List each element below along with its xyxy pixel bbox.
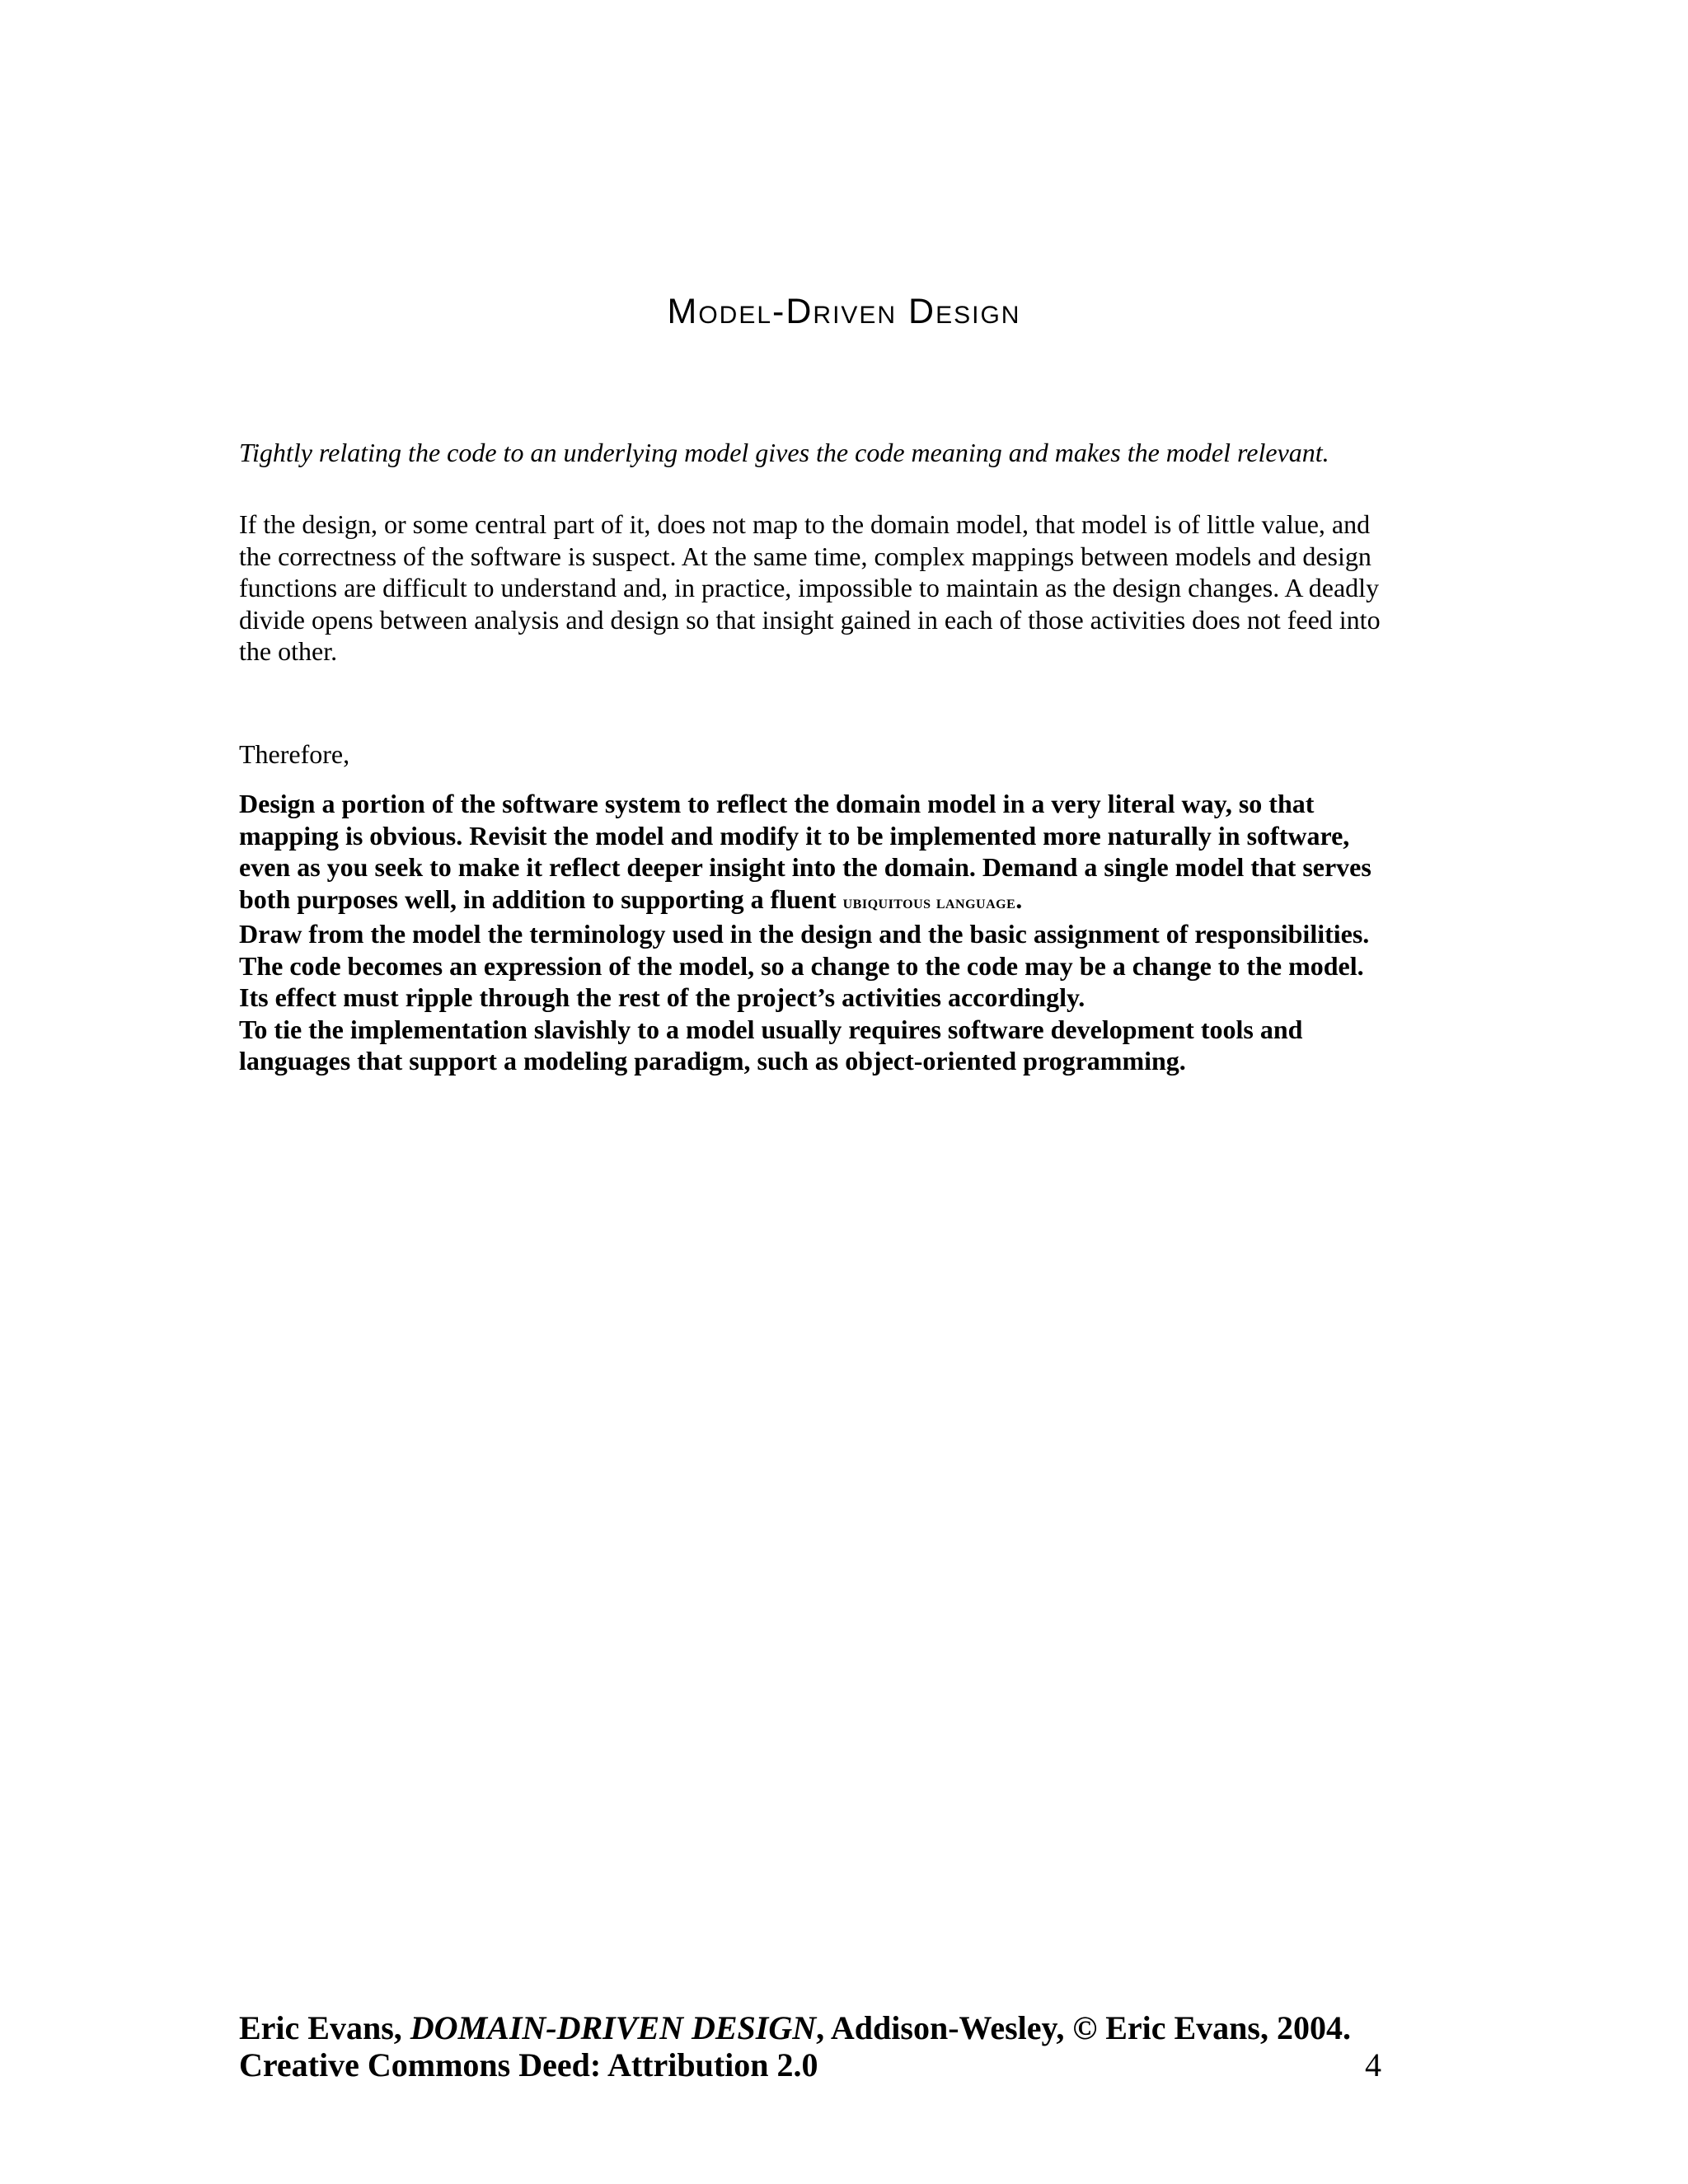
page-title: Model-Driven Design (667, 292, 1021, 331)
solution-block (239, 788, 1393, 1077)
solution-paragraph-1 (239, 788, 1393, 918)
footer-citation (239, 2009, 1393, 2083)
therefore-line: Therefore, (239, 739, 350, 769)
footer-publisher: , Addison-Wesley, © Eric Evans, 2004. (816, 2009, 1351, 2046)
ubiquitous-language-term: ubiquitous language (842, 891, 1016, 912)
page-number: 4 (1365, 2046, 1381, 2083)
solution-paragraph-1-end: . (1015, 883, 1023, 914)
footer-citation-line (239, 2009, 1393, 2046)
intro-statement: Tightly relating the code to an underlying model gives the code meaning and makes the model relevant. (239, 438, 1329, 467)
footer-book-title: DOMAIN-DRIVEN DESIGN (410, 2009, 817, 2046)
solution-paragraph-3: To tie the implementation slavishly to a model usually requires software development tools and languages that support a modeling paradigm, such as object-oriented programming. (239, 1014, 1303, 1076)
problem-paragraph: If the design, or some central part of it, does not map to the domain model, that model is of little value, and the correctness of the software is suspect. At the same time, complex mappings between models and design functions are difficult to understand and, in practice, impossible to maintain as the design changes. A deadly divide opens between analysis and design so that insight gained in each of those activities does not feed into the other. (239, 509, 1381, 666)
footer-author: Eric Evans, (239, 2009, 410, 2046)
solution-paragraph-1-text: Design a portion of the software system to reflect the domain model in a very literal way, so that mapping is obvious. Revisit the model and modify it to be implemented more naturally in software, even as you seek to make it reflect deeper insight into the domain. Demand a single model that serves both purposes well, in addition to supporting a fluent (239, 789, 1372, 914)
solution-paragraph-2: Draw from the model the terminology used in the design and the basic assignment of responsibilities. The code becomes an expression of the model, so a change to the code may be a change to the model. Its effect must ripple through the rest of the project’s activities accordingly. (239, 919, 1370, 1012)
footer-license: Creative Commons Deed: Attribution 2.0 (239, 2046, 818, 2083)
